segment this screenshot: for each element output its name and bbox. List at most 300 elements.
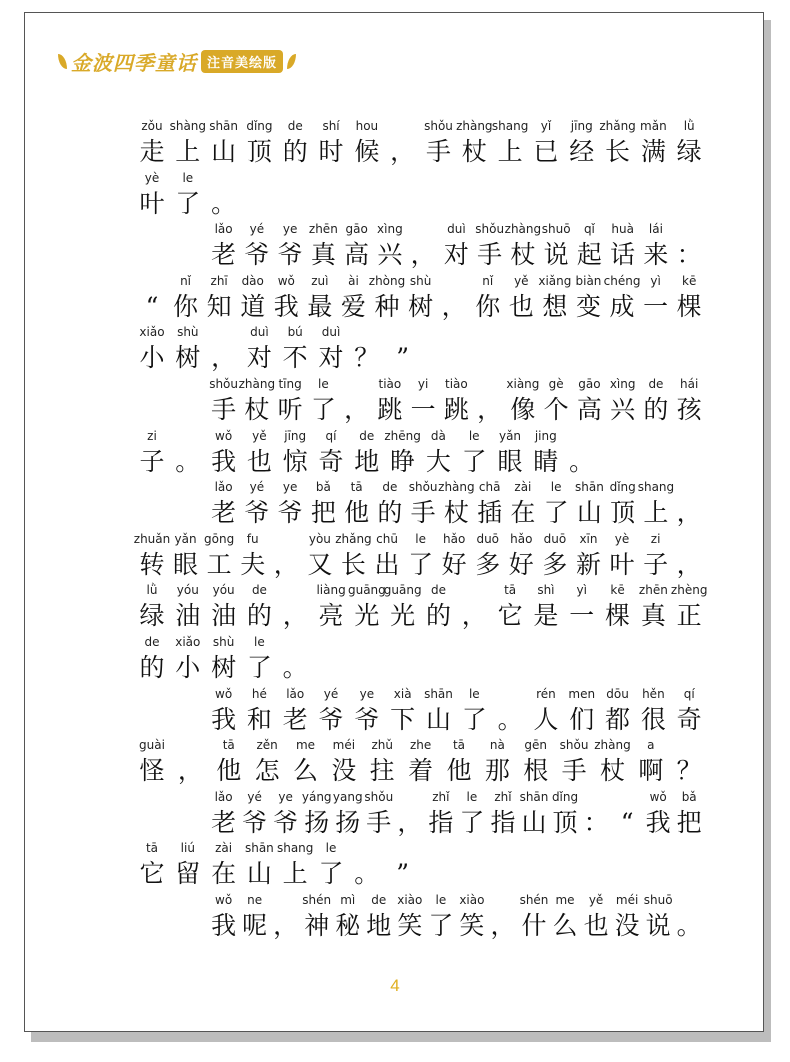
pinyin-annotation: xiǎo xyxy=(139,325,165,340)
hanzi-character: 很 xyxy=(640,704,666,734)
pinyin-annotation: zhuǎn xyxy=(133,531,171,546)
pinyin-annotation: ne xyxy=(247,893,263,907)
pinyin-annotation: le xyxy=(435,893,447,907)
pinyin-annotation: dǐng xyxy=(609,480,636,495)
story-line xyxy=(0,737,790,789)
hanzi-character: 的 xyxy=(377,498,403,528)
pinyin-annotation: gè xyxy=(548,377,564,391)
ruby-character xyxy=(204,170,244,220)
hanzi-character: 了 xyxy=(461,446,487,476)
pinyin-annotation: yǎn xyxy=(498,428,522,443)
hanzi-character: 杖 xyxy=(510,240,536,270)
hanzi-character: 惊 xyxy=(282,446,308,476)
pinyin-annotation xyxy=(649,737,729,753)
hanzi-character: 睁 xyxy=(390,446,416,476)
hanzi-character: 么 xyxy=(552,911,578,940)
pinyin-annotation: hǎo xyxy=(443,531,466,546)
hanzi-character: 知 xyxy=(206,291,232,321)
hanzi-character: 爷 xyxy=(244,240,270,270)
pinyin-annotation: shuō xyxy=(643,893,673,907)
hanzi-character: 呢 xyxy=(242,911,268,940)
hanzi-character: 走 xyxy=(139,137,165,166)
hanzi-character: “ xyxy=(145,291,159,321)
hanzi-character: ， xyxy=(676,498,702,528)
pinyin-annotation: le xyxy=(550,480,562,495)
hanzi-character: 最 xyxy=(307,291,333,321)
pinyin-annotation: ye xyxy=(359,686,375,701)
hanzi-character: 山 xyxy=(521,807,547,837)
pinyin-annotation: bǎ xyxy=(315,480,331,495)
hanzi-character: 又 xyxy=(307,549,333,579)
hanzi-character: 爷 xyxy=(277,498,303,528)
pinyin-annotation: xiǎo xyxy=(175,635,201,649)
hanzi-character: 真 xyxy=(310,240,336,270)
pinyin-annotation: yi xyxy=(417,377,429,391)
pinyin-annotation: liú xyxy=(180,841,195,856)
pinyin-annotation: shang xyxy=(276,841,314,856)
pinyin-annotation: le xyxy=(325,841,337,856)
hanzi-character: 我 xyxy=(645,807,671,837)
hanzi-character: 时 xyxy=(318,137,344,166)
pinyin-annotation: tā xyxy=(452,738,465,753)
pinyin-annotation: duì xyxy=(321,325,341,340)
story-line xyxy=(0,686,790,738)
hanzi-character: 我 xyxy=(211,446,237,476)
pinyin-annotation: shì xyxy=(537,583,555,598)
hanzi-character: 真 xyxy=(640,601,666,631)
story-line xyxy=(0,531,790,583)
hanzi-character: 的 xyxy=(425,601,451,631)
pinyin-annotation: shang xyxy=(637,480,675,495)
pinyin-annotation: nà xyxy=(489,738,505,753)
pinyin-annotation: tā xyxy=(145,841,159,856)
pinyin-annotation: ye xyxy=(278,789,293,804)
pinyin-annotation: biàn xyxy=(575,273,602,288)
pinyin-annotation: jīng xyxy=(570,119,593,133)
pinyin-annotation: shān xyxy=(209,119,239,133)
pinyin-annotation: hái xyxy=(680,377,699,391)
hanzi-character: 山 xyxy=(576,498,602,528)
pinyin-annotation: zhī xyxy=(210,273,228,288)
hanzi-character: 一 xyxy=(643,291,669,321)
hanzi-character: 爷 xyxy=(242,807,268,837)
pinyin-annotation: zài xyxy=(215,841,233,856)
hanzi-character: 正 xyxy=(676,601,702,631)
pinyin-annotation: yè xyxy=(614,531,630,546)
hanzi-character: 的 xyxy=(643,395,669,424)
hanzi-character: 都 xyxy=(605,704,631,734)
hanzi-character: ， xyxy=(410,240,436,270)
pinyin-annotation: nǐ xyxy=(180,273,192,288)
pinyin-annotation: zhǐ xyxy=(432,789,450,804)
pinyin-annotation: zài xyxy=(514,480,532,495)
hanzi-character: 睛 xyxy=(533,446,559,476)
hanzi-character: 子 xyxy=(643,549,669,579)
pinyin-annotation: zi xyxy=(650,531,661,546)
story-line xyxy=(0,840,790,892)
hanzi-character: 么 xyxy=(292,756,318,786)
hanzi-character: 根 xyxy=(523,756,549,786)
pinyin-annotation: yǎn xyxy=(174,531,197,546)
pinyin-annotation: bú xyxy=(287,325,303,340)
hanzi-character: 来 xyxy=(643,240,669,270)
hanzi-character: ， xyxy=(273,549,299,579)
hanzi-character: 满 xyxy=(640,137,666,166)
story-line xyxy=(0,634,790,686)
hanzi-character: 。 xyxy=(282,653,308,682)
hanzi-character: 手 xyxy=(211,395,237,424)
pinyin-annotation: gāo xyxy=(345,222,368,237)
hanzi-character: 棵 xyxy=(676,291,702,321)
hanzi-character: 高 xyxy=(576,395,602,424)
pinyin-annotation: bǎ xyxy=(681,789,697,804)
hanzi-character: 杖 xyxy=(461,137,487,166)
hanzi-character: 。 xyxy=(676,911,702,940)
pinyin-annotation: lǎo xyxy=(214,480,233,495)
hanzi-character: 指 xyxy=(428,807,454,837)
hanzi-character: 长 xyxy=(340,549,366,579)
pinyin-annotation: shù xyxy=(212,635,235,649)
hanzi-character: 了 xyxy=(175,188,201,218)
ruby-character xyxy=(669,531,709,581)
pinyin-annotation: xiǎng xyxy=(538,273,572,288)
hanzi-character: 在 xyxy=(211,859,237,889)
hanzi-character: 我 xyxy=(273,291,299,321)
pinyin-annotation: lǎo xyxy=(286,686,305,701)
ruby-character xyxy=(669,479,709,529)
hanzi-character: ” xyxy=(396,859,409,889)
story-line xyxy=(0,170,790,222)
story-line xyxy=(0,428,790,480)
pinyin-annotation: zhēn xyxy=(638,583,668,598)
hanzi-character: 话 xyxy=(610,240,636,270)
pinyin-annotation: le xyxy=(468,686,480,701)
pinyin-annotation: zhàng xyxy=(504,222,542,237)
pinyin-annotation xyxy=(363,840,443,856)
hanzi-character: 工 xyxy=(206,549,232,579)
hanzi-character: 棵 xyxy=(605,601,631,631)
hanzi-character: 了 xyxy=(408,549,434,579)
pinyin-annotation xyxy=(649,531,729,547)
pinyin-annotation: dǐng xyxy=(246,119,273,133)
hanzi-character: 多 xyxy=(475,549,501,579)
hanzi-character: 叶 xyxy=(609,549,635,579)
story-line xyxy=(0,479,790,531)
pinyin-annotation: kē xyxy=(682,273,697,288)
hanzi-character: 在 xyxy=(510,498,536,528)
hanzi-character: 地 xyxy=(366,911,392,940)
pinyin-annotation: yé xyxy=(249,480,265,495)
hanzi-character: 子 xyxy=(139,446,165,476)
pinyin-annotation: yě xyxy=(252,428,267,443)
pinyin-annotation: le xyxy=(318,377,329,391)
hanzi-character: 转 xyxy=(139,549,165,579)
pinyin-annotation: shān xyxy=(244,841,274,856)
hanzi-character: 也 xyxy=(246,446,272,476)
pinyin-annotation: hé xyxy=(251,686,267,701)
pinyin-annotation: de xyxy=(251,583,267,598)
hanzi-character: 上 xyxy=(643,498,669,528)
hanzi-character: 新 xyxy=(575,549,601,579)
ruby-character xyxy=(669,376,709,426)
hanzi-character: 好 xyxy=(508,549,534,579)
ruby-character xyxy=(562,428,602,478)
pinyin-annotation: shǒu xyxy=(408,480,438,495)
pinyin-annotation: zhēng xyxy=(384,428,421,443)
pinyin-annotation: zhǔ xyxy=(371,738,393,753)
ruby-character xyxy=(669,221,709,271)
series-name: 金波四季童话 xyxy=(71,50,197,75)
pinyin-annotation: zhǎng xyxy=(335,531,372,546)
pinyin-annotation: zuì xyxy=(311,273,329,288)
pinyin-annotation: fu xyxy=(246,531,259,546)
hanzi-character: 奇 xyxy=(676,704,702,734)
pinyin-annotation: mì xyxy=(340,893,356,907)
pinyin-annotation: gōng xyxy=(204,531,235,546)
pinyin-annotation: le xyxy=(415,531,426,546)
hanzi-character: 拄 xyxy=(369,756,395,786)
hanzi-character: 亮 xyxy=(318,601,344,631)
hanzi-character: 长 xyxy=(605,137,631,166)
ruby-character xyxy=(669,686,709,736)
hanzi-character: 光 xyxy=(390,601,416,631)
pinyin-annotation xyxy=(649,221,729,237)
pinyin-annotation xyxy=(649,479,729,495)
hanzi-character: 了 xyxy=(459,807,485,837)
pinyin-annotation: qí xyxy=(683,686,695,701)
page-number: 4 xyxy=(390,976,400,995)
hanzi-character: 你 xyxy=(475,291,501,321)
hanzi-character: 树 xyxy=(211,653,237,682)
pinyin-annotation: chū xyxy=(376,531,398,546)
pinyin-annotation: qí xyxy=(325,428,337,443)
pinyin-annotation: tā xyxy=(504,583,517,598)
story-line xyxy=(0,789,790,841)
hanzi-character: ， xyxy=(177,756,203,786)
hanzi-character: 了 xyxy=(246,653,272,682)
hanzi-character: 顶 xyxy=(552,807,578,837)
ruby-character xyxy=(669,118,709,168)
hanzi-character: 我 xyxy=(211,911,237,940)
hanzi-character: 是 xyxy=(533,601,559,631)
hanzi-character: 出 xyxy=(374,549,400,579)
hanzi-character: 。 xyxy=(354,859,380,889)
hanzi-character: 怪 xyxy=(139,756,165,786)
pinyin-annotation: de xyxy=(371,893,387,907)
pinyin-annotation: me xyxy=(295,738,316,753)
hanzi-character: 杖 xyxy=(599,756,625,786)
pinyin-annotation: chā xyxy=(478,480,501,495)
pinyin-annotation: guāng xyxy=(347,583,386,598)
pinyin-annotation: shān xyxy=(424,686,453,701)
hanzi-character: 爷 xyxy=(318,704,344,734)
pinyin-annotation: jing xyxy=(534,428,557,443)
pinyin-annotation: yang xyxy=(332,789,363,804)
pinyin-annotation: yáng xyxy=(301,789,332,804)
hanzi-character: 多 xyxy=(542,549,568,579)
hanzi-character: 了 xyxy=(310,395,336,424)
hanzi-character: 那 xyxy=(484,756,510,786)
hanzi-character: 说 xyxy=(543,240,569,270)
hanzi-character: 没 xyxy=(331,756,357,786)
hanzi-character: 变 xyxy=(575,291,601,321)
hanzi-character: 笑 xyxy=(459,911,485,940)
pinyin-annotation: zhēn xyxy=(308,222,338,237)
pinyin-annotation: xiàng xyxy=(506,377,540,391)
pinyin-annotation: zhàng xyxy=(438,480,475,495)
hanzi-character: 了 xyxy=(543,498,569,528)
pinyin-annotation: de xyxy=(359,428,375,443)
hanzi-character: 也 xyxy=(508,291,534,321)
pinyin-annotation: shǒu xyxy=(559,738,589,753)
hanzi-character: 他 xyxy=(446,756,472,786)
hanzi-character: 树 xyxy=(175,343,201,373)
hanzi-character: 顶 xyxy=(246,137,272,166)
pinyin-annotation: shàng xyxy=(169,119,207,133)
hanzi-character: ， xyxy=(390,137,416,166)
pinyin-annotation: dào xyxy=(241,273,264,288)
hanzi-character: 成 xyxy=(609,291,635,321)
hanzi-character: 了 xyxy=(318,859,344,889)
pinyin-annotation: zhàng xyxy=(238,377,276,391)
pinyin-annotation: wǒ xyxy=(649,789,667,804)
hanzi-character: 候 xyxy=(354,137,380,166)
hanzi-character: 地 xyxy=(354,446,380,476)
story-line xyxy=(0,582,790,634)
pinyin-annotation: wǒ xyxy=(215,686,233,701)
hanzi-character: ， xyxy=(282,601,308,631)
pinyin-annotation: me xyxy=(555,893,575,907)
pinyin-annotation: dà xyxy=(430,428,446,443)
pinyin-annotation: le xyxy=(182,170,194,185)
hanzi-character: 爷 xyxy=(244,498,270,528)
hanzi-character: 留 xyxy=(175,859,201,889)
hanzi-character: 眼 xyxy=(173,549,199,579)
pinyin-annotation: ye xyxy=(282,222,298,237)
pinyin-annotation: tīng xyxy=(278,377,302,391)
hanzi-character: 不 xyxy=(282,343,308,373)
pinyin-annotation: shǒu xyxy=(209,377,238,391)
pinyin-annotation: zi xyxy=(147,428,157,443)
hanzi-character: ， xyxy=(461,601,487,631)
hanzi-character: 山 xyxy=(246,859,272,889)
hanzi-character: 道 xyxy=(240,291,266,321)
hanzi-character: ” xyxy=(396,343,409,373)
hanzi-character: 小 xyxy=(139,343,165,373)
pinyin-annotation: rén xyxy=(536,686,556,701)
pinyin-annotation: wǒ xyxy=(215,893,233,907)
pinyin-annotation: shang xyxy=(491,119,529,133)
hanzi-character: 经 xyxy=(569,137,595,166)
hanzi-character: 把 xyxy=(676,807,702,837)
hanzi-character: 扬 xyxy=(304,807,330,837)
pinyin-annotation: zhòng xyxy=(368,273,406,288)
pinyin-annotation: le xyxy=(254,635,265,649)
pinyin-annotation: zhǎng xyxy=(599,119,636,133)
pinyin-annotation: lǎo xyxy=(214,222,233,237)
hanzi-character: 们 xyxy=(569,704,595,734)
hanzi-character: 高 xyxy=(344,240,370,270)
pinyin-annotation: mǎn xyxy=(640,119,667,133)
hanzi-character: 也 xyxy=(583,911,609,940)
pinyin-annotation: shù xyxy=(409,273,432,288)
hanzi-character: 指 xyxy=(490,807,516,837)
pinyin-annotation: duō xyxy=(543,531,567,546)
pinyin-annotation: yì xyxy=(576,583,587,598)
story-line xyxy=(0,324,790,376)
pinyin-annotation: shuō xyxy=(541,222,571,237)
hanzi-character: 绿 xyxy=(139,601,165,631)
pinyin-annotation: le xyxy=(468,428,480,443)
pinyin-annotation: yě xyxy=(514,273,529,288)
hanzi-character: 手 xyxy=(561,756,587,786)
hanzi-character: 的 xyxy=(139,653,165,682)
hanzi-character: 上 xyxy=(497,137,523,166)
pinyin-annotation: hǎo xyxy=(510,531,533,546)
hanzi-character: 叶 xyxy=(139,188,165,218)
hanzi-character: 油 xyxy=(211,601,237,631)
hanzi-character: 已 xyxy=(533,137,559,166)
hanzi-character: 秘 xyxy=(335,911,361,940)
hanzi-character: 爷 xyxy=(354,704,380,734)
hanzi-character: 上 xyxy=(282,859,308,889)
edition-badge: 注音美绘版 xyxy=(201,50,283,73)
hanzi-character: 你 xyxy=(173,291,199,321)
pinyin-annotation: de xyxy=(648,377,664,391)
hanzi-character: 手 xyxy=(425,137,451,166)
pinyin-annotation: yóu xyxy=(212,583,235,598)
pinyin-annotation: yé xyxy=(249,222,265,237)
hanzi-character: 人 xyxy=(533,704,559,734)
pinyin-annotation: shān xyxy=(575,480,604,495)
hanzi-character: 了 xyxy=(428,911,454,940)
hanzi-character: 老 xyxy=(282,704,308,734)
hanzi-character: 像 xyxy=(510,395,536,424)
pinyin-annotation: shǒu xyxy=(475,222,505,237)
hanzi-character: 兴 xyxy=(610,395,636,424)
pinyin-annotation: huà xyxy=(611,222,634,237)
story-line xyxy=(0,221,790,273)
hanzi-character: ， xyxy=(344,395,370,424)
pinyin-annotation: shù xyxy=(177,325,199,340)
pinyin-annotation: xiào xyxy=(459,893,485,907)
story-line xyxy=(0,118,790,170)
hanzi-character: 他 xyxy=(344,498,370,528)
pinyin-annotation: gāo xyxy=(578,377,601,391)
hanzi-character: 着 xyxy=(408,756,434,786)
hanzi-character: ， xyxy=(273,911,299,940)
story-line xyxy=(0,376,790,428)
hanzi-character: 杖 xyxy=(443,498,469,528)
pinyin-annotation: lǜ xyxy=(146,583,158,598)
pinyin-annotation xyxy=(363,324,443,340)
hanzi-character: 上 xyxy=(175,137,201,166)
hanzi-character: 什 xyxy=(521,911,547,940)
hanzi-character: 起 xyxy=(576,240,602,270)
hanzi-character: 老 xyxy=(211,807,237,837)
pinyin-annotation: lǜ xyxy=(683,119,695,133)
hanzi-character: 了 xyxy=(461,704,487,734)
hanzi-character: 听 xyxy=(277,395,303,424)
pinyin-annotation: shí xyxy=(322,119,340,133)
pinyin-annotation: dōu xyxy=(606,686,629,701)
pinyin-annotation: de xyxy=(431,583,446,598)
hanzi-character: 爱 xyxy=(340,291,366,321)
pinyin-annotation: zǒu xyxy=(141,119,163,133)
pinyin-annotation: yì xyxy=(650,273,661,288)
hanzi-character: 小 xyxy=(175,653,201,682)
hanzi-character: 它 xyxy=(497,601,523,631)
